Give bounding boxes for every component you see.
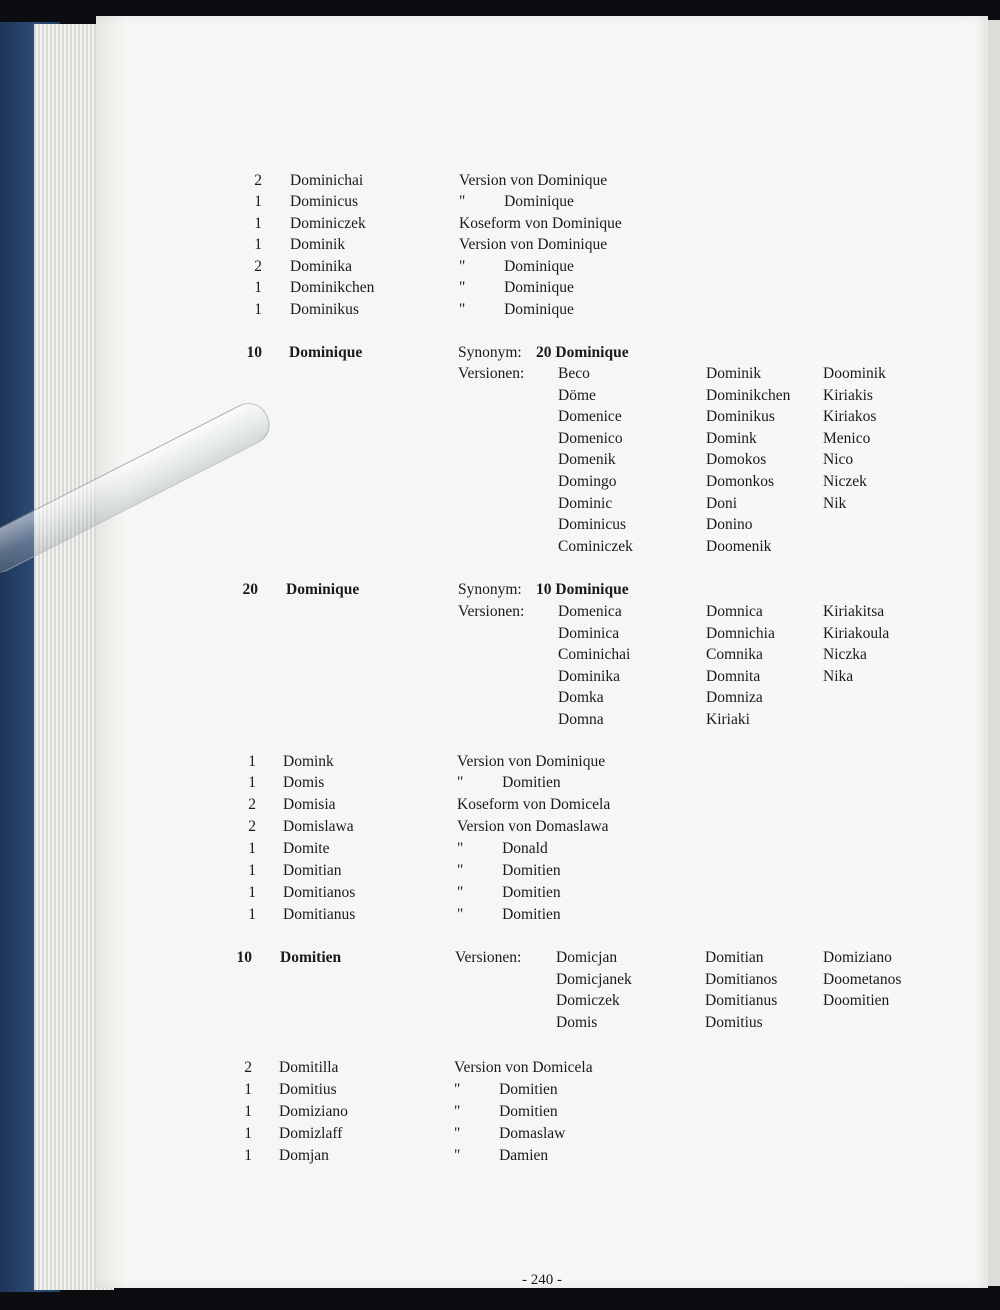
list-item	[232, 234, 732, 256]
entry-count: 2	[254, 172, 262, 189]
entry-count: 1	[244, 1147, 252, 1164]
entry-note: " Dominique	[459, 258, 574, 275]
entry-name: Dominik	[290, 236, 346, 253]
entry-count: 1	[254, 215, 262, 232]
entry-count: 20	[242, 581, 258, 598]
entry-name: Dominichai	[290, 172, 364, 189]
page-number: - 240 -	[522, 1272, 562, 1288]
versions-col-2: Domitian Domitianos Domitianus Domitius	[705, 949, 778, 1031]
synonym-value: 20 Dominique	[536, 344, 629, 361]
entry-name: Domislawa	[283, 818, 354, 835]
versions-col-2: Dominik Dominikchen Dominikus Domink Domokos Domonkos Doni Donino Doomenik	[706, 365, 791, 555]
versions-col-3: Kiriakitsa Kiriakoula Niczka Nika	[823, 603, 890, 685]
versions-col-3: Domiziano Doometanos Doomitien	[823, 949, 902, 1010]
entry-count: 1	[248, 884, 256, 901]
entry-count: 1	[254, 193, 262, 210]
entry-note: " Domitien	[457, 906, 561, 923]
entry-note: Koseform von Dominique	[459, 215, 622, 232]
book-page	[96, 16, 988, 1288]
entry-note: " Dominique	[459, 193, 574, 210]
versions-label: Versionen:	[455, 949, 522, 966]
entry-note: Version von Domicela	[454, 1059, 593, 1076]
list-item	[232, 299, 732, 321]
entry-note: Version von Domaslawa	[457, 818, 609, 835]
versions-col-1: Domicjan Domicjanek Domiczek Domis	[556, 949, 632, 1031]
list-item	[232, 191, 732, 213]
list-item	[226, 904, 726, 926]
entry-count: 10	[236, 949, 252, 966]
entry-name: Domiziano	[279, 1103, 348, 1120]
list-item	[222, 1123, 722, 1145]
entry-name: Domjan	[279, 1147, 329, 1164]
list-item	[226, 838, 726, 860]
entry-note: " Domaslaw	[454, 1125, 566, 1142]
list-item	[232, 213, 732, 235]
entry-name: Dominika	[290, 258, 352, 275]
entry-count: 1	[248, 753, 256, 770]
versions-col-1: Domenica Dominica Cominichai Dominika Domka Domna	[558, 603, 631, 728]
entry-name: Domitianos	[283, 884, 356, 901]
entry-count: 1	[244, 1081, 252, 1098]
entry-count: 1	[254, 236, 262, 253]
entry-count: 1	[244, 1103, 252, 1120]
list-item	[222, 1079, 722, 1101]
entry-note: " Domitien	[454, 1081, 558, 1098]
entry-name: Domink	[283, 753, 334, 770]
entry-count: 1	[254, 301, 262, 318]
entry-note: " Dominique	[459, 301, 574, 318]
versions-col-1: Beco Döme Domenice Domenico Domenik Domingo Dominic Dominicus Cominiczek	[558, 365, 633, 555]
entry-count: 1	[248, 906, 256, 923]
entry-name: Dominiczek	[290, 215, 366, 232]
entry-name: Dominicus	[290, 193, 359, 210]
versions-col-3: Doominik Kiriakis Kiriakos Menico Nico Niczek Nik	[823, 365, 886, 512]
entry-name: Domitilla	[279, 1059, 339, 1076]
list-item	[226, 794, 726, 816]
entry-count: 2	[248, 818, 256, 835]
entry-note: " Donald	[457, 840, 548, 857]
list-item	[222, 1145, 722, 1167]
list-item	[232, 277, 732, 299]
entry-name: Domitianus	[283, 906, 356, 923]
entry-note: " Domitien	[457, 774, 561, 791]
list-item	[226, 772, 726, 794]
list-item	[222, 1057, 722, 1079]
entry-count: 1	[248, 840, 256, 857]
entry-name: Domitian	[283, 862, 342, 879]
entry-note: Version von Dominique	[459, 236, 608, 253]
list-item	[226, 816, 726, 838]
page-edge-right	[988, 20, 1000, 1286]
entry-note: Koseform von Domicela	[457, 796, 611, 813]
synonym-label: Synonym:	[458, 344, 522, 361]
list-item	[226, 751, 726, 773]
versions-col-2: Domnica Domnichia Comnika Domnita Domniza Kiriaki	[706, 603, 775, 728]
versions-label: Versionen:	[458, 365, 525, 382]
entry-name: Domizlaff	[279, 1125, 343, 1142]
entry-name: Domis	[283, 774, 325, 791]
entry-count: 1	[254, 279, 262, 296]
list-item	[226, 860, 726, 882]
versions-label: Versionen:	[458, 603, 525, 620]
entry-name: Dominique	[286, 581, 360, 598]
synonym-label: Synonym:	[458, 581, 522, 598]
entry-note: " Domitien	[454, 1103, 558, 1120]
synonym-value: 10 Dominique	[536, 581, 629, 598]
entry-count: 2	[254, 258, 262, 275]
list-item	[232, 256, 732, 278]
entry-count: 1	[244, 1125, 252, 1142]
entry-name: Domite	[283, 840, 330, 857]
list-item	[226, 882, 726, 904]
entry-note: " Domitien	[457, 884, 561, 901]
entry-name: Dominique	[289, 344, 363, 361]
entry-count: 2	[244, 1059, 252, 1076]
entry-note: " Dominique	[459, 279, 574, 296]
list-item	[232, 170, 732, 192]
entry-note: " Domitien	[457, 862, 561, 879]
entry-note: Version von Dominique	[457, 753, 606, 770]
entry-name: Dominikchen	[290, 279, 375, 296]
entry-name: Domitius	[279, 1081, 337, 1098]
entry-name: Domitien	[280, 949, 342, 966]
entry-count: 1	[248, 774, 256, 791]
entry-name: Dominikus	[290, 301, 359, 318]
entry-note: " Damien	[454, 1147, 549, 1164]
entry-count: 2	[248, 796, 256, 813]
list-item	[222, 1101, 722, 1123]
entry-count: 10	[246, 344, 262, 361]
entry-name: Domisia	[283, 796, 336, 813]
entry-count: 1	[248, 862, 256, 879]
entry-note: Version von Dominique	[459, 172, 608, 189]
